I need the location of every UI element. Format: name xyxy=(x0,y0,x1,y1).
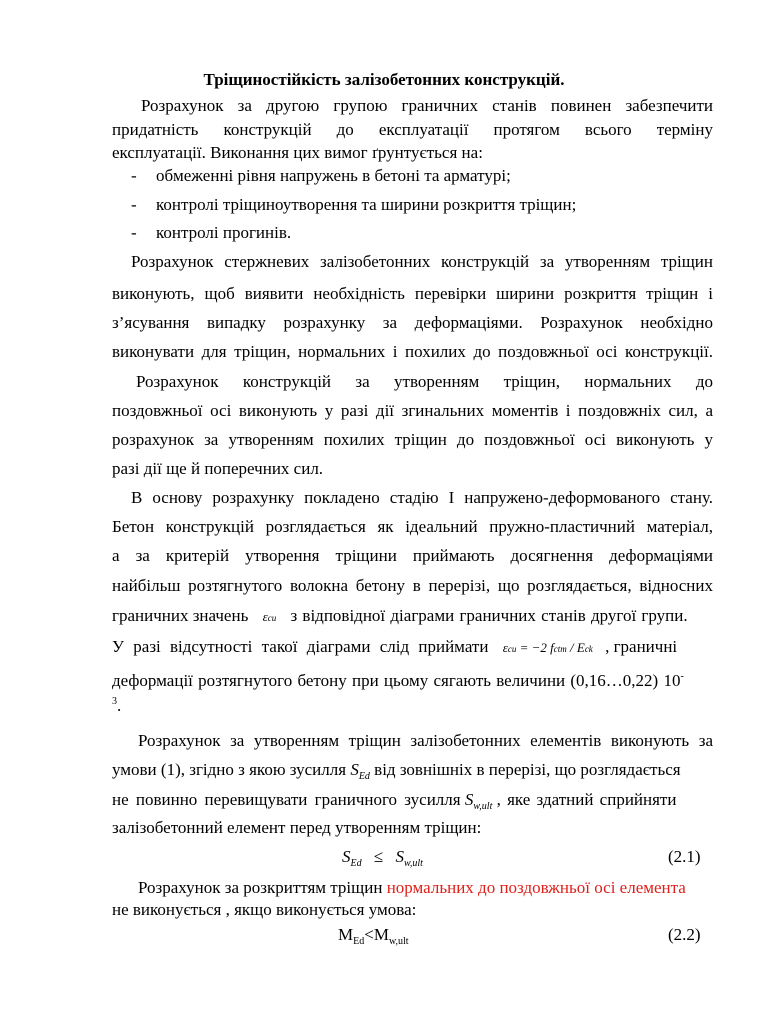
formula-subscript: ck xyxy=(584,644,593,654)
text-fragment: , яке здатний сприйняти xyxy=(496,790,677,809)
paragraph-line: Розрахунок за утворенням тріщин залізобетонних елементів виконують за xyxy=(138,731,713,750)
paragraph-line xyxy=(112,671,713,694)
intro-line-3: експлуатації. Виконання цих вимог ґрунтується на: xyxy=(112,143,483,162)
text-fragment: У разі відсутності такої діаграми слід приймати xyxy=(112,637,489,656)
paragraph-line: В основу розрахунку покладено стадію I напружено-деформованого стану. xyxy=(131,488,713,507)
paragraph-line: з’ясування випадку розрахунку за деформаціями. Розрахунок необхідно xyxy=(112,313,713,332)
paragraph-line xyxy=(138,878,686,898)
paragraph-line xyxy=(112,696,121,719)
text-fragment: умови (1), згідно з якою зусилля xyxy=(112,760,347,779)
bullet-dash: - xyxy=(131,195,137,214)
paragraph-line: виконують, щоб виявити необхідність перевірки ширини розкриття тріщин і xyxy=(112,284,713,303)
text-fragment: граничних значень xyxy=(112,606,249,625)
paragraph-line xyxy=(112,606,688,628)
formula-part: / E xyxy=(566,640,585,655)
bullet-dash: - xyxy=(131,223,137,242)
equation-2-2 xyxy=(338,925,409,948)
bullet-dash: - xyxy=(131,166,137,185)
intro-line-2: придатність конструкцій до експлуатації протягом всього терміну xyxy=(112,120,713,139)
text-fragment: , граничні xyxy=(605,637,678,656)
superscript: - xyxy=(680,671,684,682)
paragraph-line: найбільш розтягнутого волокна бетону в перерізі, що розглядається, відносних xyxy=(112,576,713,595)
document-title: Тріщиностійкість залізобетонних конструкцій. xyxy=(203,70,565,89)
symbol-subscript: Ed xyxy=(353,936,365,947)
superscript: 3 xyxy=(112,696,117,707)
paragraph-line xyxy=(112,790,676,813)
paragraph-line: не виконується , якщо виконується умова: xyxy=(112,900,417,919)
symbol-s: S xyxy=(464,790,474,809)
text-fragment: від зовнішніх в перерізі, що розглядається xyxy=(374,760,681,779)
bullet-item: контролі прогинів. xyxy=(156,223,292,242)
paragraph-line: виконувати для тріщин, нормальних і похилих до поздовжньої осі конструкції. xyxy=(112,342,713,361)
symbol-m: M xyxy=(338,925,354,944)
symbol-subscript: Ed xyxy=(358,771,370,782)
symbol-subscript: w,ult xyxy=(388,936,409,947)
paragraph-line: Розрахунок стержневих залізобетонних конструкцій за утворенням тріщин xyxy=(131,252,713,271)
paragraph-line: залізобетонний елемент перед утворенням тріщин: xyxy=(112,818,482,837)
symbol-m: M xyxy=(373,925,389,944)
operator: < xyxy=(364,925,374,944)
equation-2-1 xyxy=(342,847,423,870)
equation-number: (2.1) xyxy=(668,847,701,866)
formula-subscript: ctm xyxy=(553,644,567,654)
paragraph-line: поздовжньої осі виконують у разі дії згинальних моментів і поздовжніх сил, а xyxy=(112,401,713,420)
symbol-s: S xyxy=(342,847,351,866)
text-fragment: з відповідної діаграми граничних станів другої групи. xyxy=(290,606,688,625)
intro-line-1: Розрахунок за другою групою граничних станів повинен забезпечити xyxy=(141,96,713,115)
paragraph-line: разі дії ще й поперечних сил. xyxy=(112,459,324,478)
symbol-subscript: w,ult xyxy=(403,858,423,869)
bullet-item: контролі тріщиноутворення та ширини розкриття тріщин; xyxy=(156,195,577,214)
formula-subscript: cu xyxy=(507,644,517,654)
paragraph-line xyxy=(112,760,681,783)
paragraph-line: а за критерій утворення тріщини приймають досягнення деформаціями xyxy=(112,546,713,565)
formula-epsilon: ε xyxy=(502,640,508,655)
paragraph-line: розрахунок за утворенням похилих тріщин до поздовжньої осі виконують у xyxy=(112,430,713,449)
paragraph-line: Розрахунок конструкцій за утворенням тріщин, нормальних до xyxy=(136,372,713,391)
text-fragment: не повинно перевищувати граничного зусилля xyxy=(112,790,461,809)
equation-number: (2.2) xyxy=(668,925,701,944)
operator: ≤ xyxy=(373,847,384,866)
formula-subscript: cu xyxy=(267,613,277,623)
text-fragment: деформації розтягнутого бетону при цьому сягають величини (0,16…0,22) 10 xyxy=(112,671,681,690)
symbol-subscript: w,ult xyxy=(473,801,493,812)
formula-epsilon: ε xyxy=(262,609,268,624)
text-fragment: . xyxy=(117,696,122,715)
symbol-subscript: Ed xyxy=(350,858,362,869)
bullet-item: обмеженні рівня напружень в бетоні та арматурі; xyxy=(156,166,511,185)
paragraph-line: Бетон конструкцій розглядається як ідеальний пружно-пластичний матеріал, xyxy=(112,517,713,536)
paragraph-line xyxy=(112,637,677,659)
formula-part: = −2 f xyxy=(516,640,554,655)
highlighted-text: нормальних до поздовжньої осі елемента xyxy=(386,878,686,897)
symbol-s: S xyxy=(395,847,404,866)
symbol-s: S xyxy=(350,760,359,779)
text-fragment: Розрахунок за розкриттям тріщин xyxy=(138,878,383,897)
